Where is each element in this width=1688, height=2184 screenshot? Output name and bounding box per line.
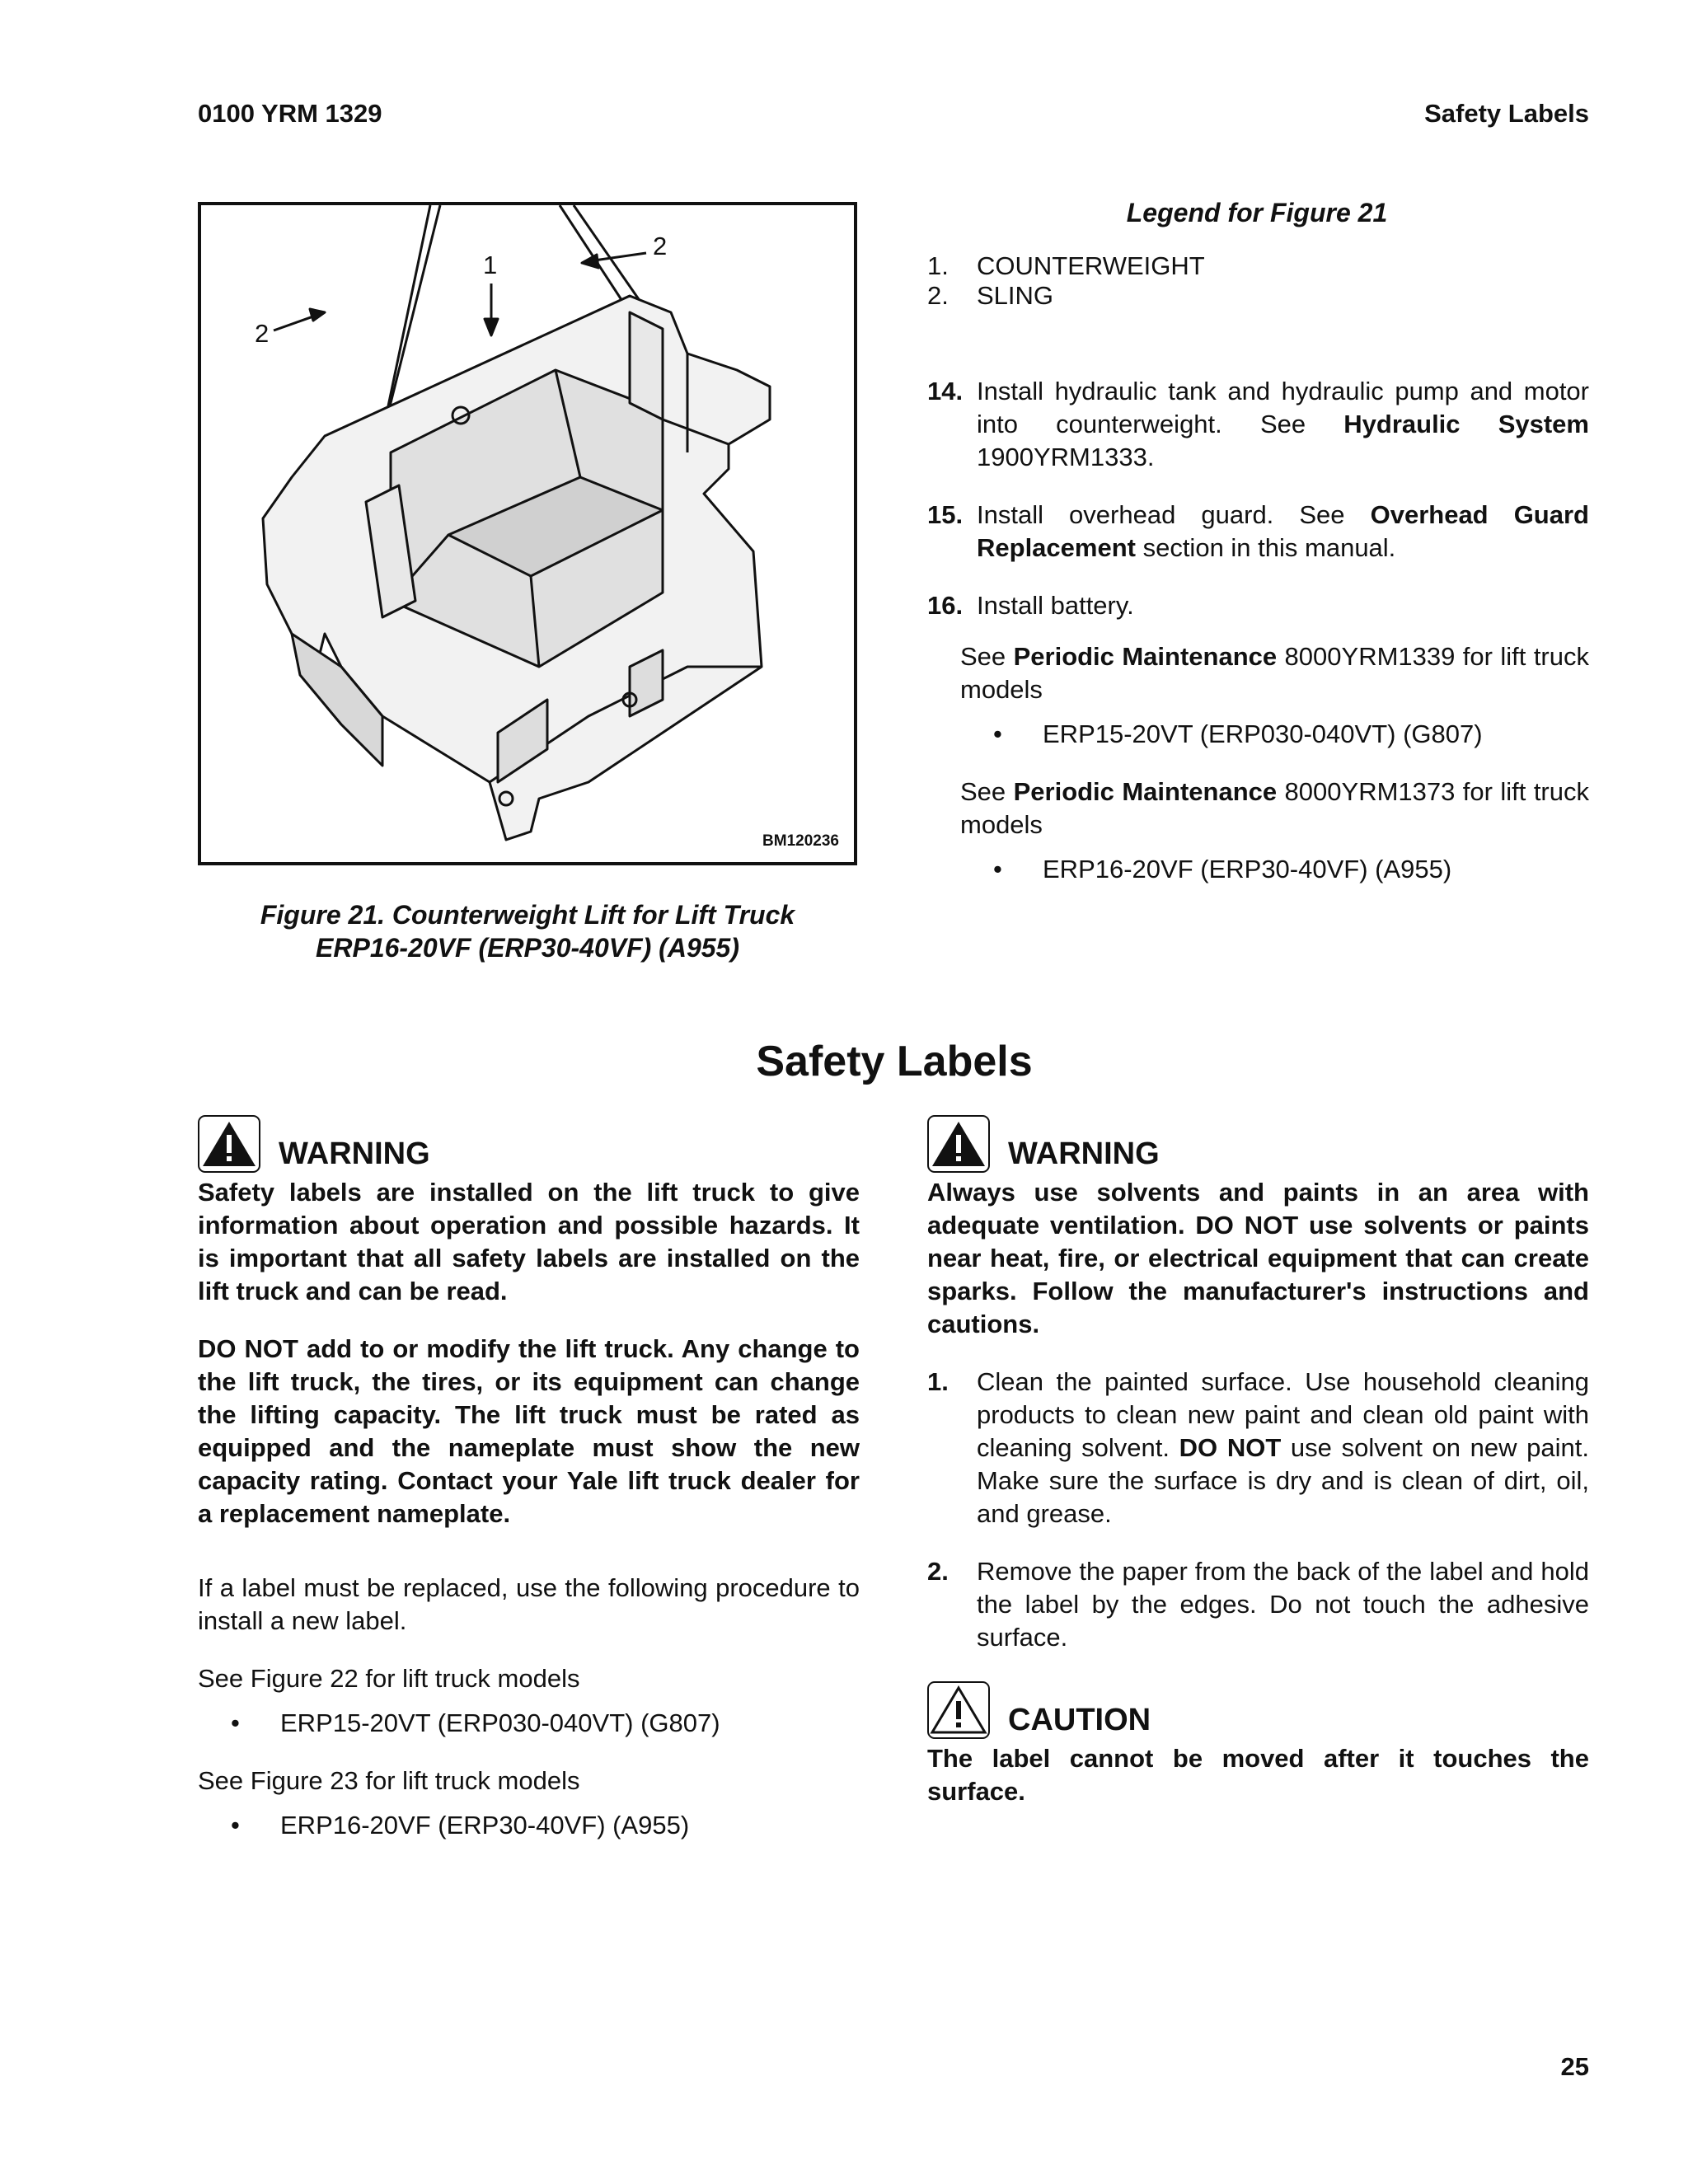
caution-text: The label cannot be moved after it touches the surface. [927, 1744, 1589, 1806]
bullet-dot: • [231, 1708, 240, 1737]
step-text: Remove the paper from the back of the label and hold the label by the edges. Do not touch the adhesive surface. [977, 1557, 1589, 1652]
doc-number: 0100 YRM 1329 [198, 99, 382, 128]
step-number: 1. [927, 1367, 949, 1396]
bullet-text: ERP16-20VF (ERP30-40VF) (A955) [1043, 855, 1452, 883]
warning-icon [927, 1115, 990, 1173]
step-text: use solvent on new paint. Make sure the surface is dry and is clean of dirt, oil, and grease. [977, 1433, 1589, 1528]
figure-code: BM120236 [762, 832, 839, 850]
callout-2-right: 2 [653, 232, 668, 260]
bullet-item [198, 1707, 860, 1740]
caution-signal [927, 1679, 1589, 1741]
legend-num: 2. [927, 281, 949, 310]
step-16 [927, 589, 1589, 622]
header-section: Safety Labels [1424, 99, 1589, 128]
figure-caption [198, 898, 857, 964]
label-step-1 [927, 1366, 1589, 1530]
see-figure-23: See Figure 23 for lift truck models [198, 1766, 580, 1795]
step-text: 1900YRM1333. [977, 443, 1155, 471]
bullet-item [927, 718, 1589, 751]
step-text: Install battery. [977, 591, 1134, 620]
see-text: 8000YRM1373 for lift truck models [960, 777, 1589, 839]
see-text: See [960, 777, 1014, 806]
bullet-dot: • [993, 719, 1002, 748]
see-figure-22: See Figure 22 for lift truck models [198, 1664, 580, 1693]
figure-21 [198, 202, 857, 865]
see-text: See [960, 642, 1014, 671]
see-reference: Periodic Maintenance [1013, 642, 1278, 671]
label-step-2 [927, 1555, 1589, 1654]
bullet-item [927, 853, 1589, 886]
see-reference: Periodic Maintenance [1013, 777, 1278, 806]
counterweight-illustration [201, 205, 854, 862]
legend-list [927, 251, 1205, 311]
see-periodic-2 [927, 776, 1589, 841]
step-text: Install overhead guard. See [977, 500, 1371, 529]
step-15 [927, 499, 1589, 565]
step-text: Clean the painted surface. Use household cleaning products to clean new paint and clean old paint with cleaning solvent. [977, 1367, 1589, 1462]
body-text: If a label must be replaced, use the following procedure to install a new label. [198, 1573, 860, 1635]
legend-item [927, 251, 1205, 281]
legend-item [927, 281, 1205, 311]
step-number: 2. [927, 1557, 949, 1586]
step-reference: Overhead Guard Replacement [977, 500, 1589, 562]
warning-text: Safety labels are installed on the lift truck to give information about operation and possible hazards. It is important that all safety labels are installed on the lift truck and can be read. [198, 1178, 860, 1305]
signal-word: WARNING [279, 1136, 430, 1171]
caption-line-1: Figure 21. Counterweight Lift for Lift Truck [260, 900, 795, 930]
step-14 [927, 375, 1589, 474]
warning-icon [198, 1115, 260, 1173]
bullet-text: ERP15-20VT (ERP030-040VT) (G807) [280, 1708, 720, 1737]
step-text: section in this manual. [1135, 533, 1396, 562]
right-column [927, 1113, 1589, 1808]
caution-icon [927, 1681, 990, 1739]
legend-num: 1. [927, 251, 949, 280]
legend-title: Legend for Figure 21 [1126, 198, 1388, 227]
callout-1: 1 [483, 251, 498, 279]
step-number: 15. [927, 500, 964, 529]
step-emphasis: DO NOT [1179, 1433, 1282, 1462]
warning-text: DO NOT add to or modify the lift truck. Any change to the lift truck, the tires, or its equipment can change the lifting capacity. The lift truck must be rated as equipped and the nameplate must show the new capacity rating. Contact your Yale lift truck dealer for a replacement nameplate. [198, 1334, 860, 1528]
bullet-dot: • [231, 1811, 240, 1840]
warning-text: Always use solvents and paints in an area with adequate ventilation. DO NOT use solvents or paints near heat, fire, or electrical equipment that can create sparks. Follow the manufacturer's instructions and cautions. [927, 1178, 1589, 1338]
warning-signal-right [927, 1113, 1589, 1174]
step-text: Install hydraulic tank and hydraulic pump and motor into counterweight. See [977, 377, 1589, 438]
signal-word: WARNING [1008, 1136, 1160, 1171]
warning-signal-left [198, 1113, 860, 1174]
see-text: 8000YRM1339 for lift truck models [960, 642, 1589, 704]
bullet-text: ERP16-20VF (ERP30-40VF) (A955) [280, 1811, 690, 1840]
legend-text: COUNTERWEIGHT [977, 251, 1205, 280]
legend-text: SLING [977, 281, 1054, 310]
step-number: 16. [927, 591, 964, 620]
procedure-steps [927, 375, 1589, 886]
bullet-item [198, 1809, 860, 1842]
bullet-dot: • [993, 855, 1002, 883]
bullet-text: ERP15-20VT (ERP030-040VT) (G807) [1043, 719, 1483, 748]
see-periodic-1 [927, 640, 1589, 706]
caption-line-2: ERP16-20VF (ERP30-40VF) (A955) [316, 933, 739, 963]
left-column [198, 1113, 860, 1842]
signal-word: CAUTION [1008, 1702, 1151, 1737]
step-number: 14. [927, 377, 964, 405]
step-reference: Hydraulic System [1343, 410, 1589, 438]
callout-2-left: 2 [255, 319, 270, 348]
page-number: 25 [1560, 2052, 1589, 2081]
section-title: Safety Labels [756, 1038, 1033, 1085]
